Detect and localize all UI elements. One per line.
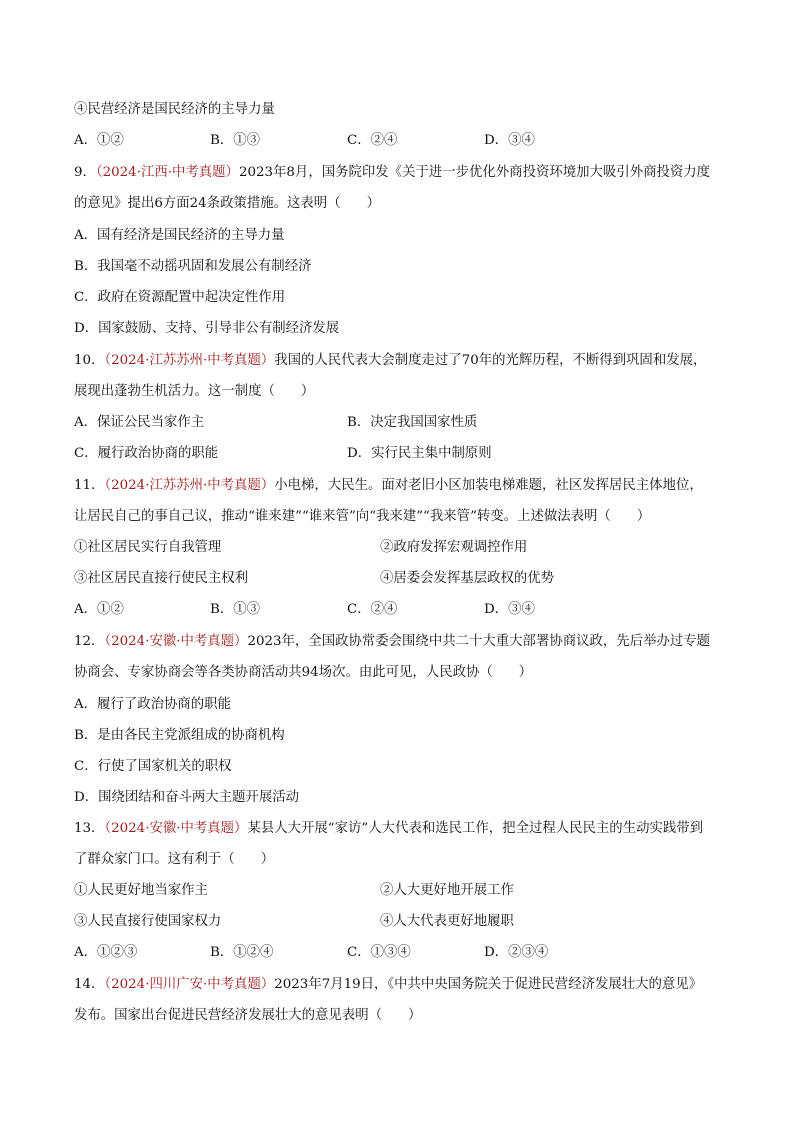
q13-statement-2: ②人大更好地开展工作: [380, 883, 514, 898]
q13-statement-4: ④人大代表更好地履职: [380, 914, 514, 929]
option-b: B．①③: [210, 133, 261, 148]
q9-option-c: C．政府在资源配置中起决定性作用: [74, 290, 286, 305]
q9-option-a: A．国有经济是国民经济的主导力量: [74, 228, 285, 243]
statement-4: ④民营经济是国民经济的主导力量: [74, 102, 275, 117]
question-source: （2024·四川广安·中考真题）: [104, 977, 275, 992]
q11-statement-1: ①社区居民实行自我管理: [74, 540, 222, 555]
question-source: （2024·江西·中考真题）: [95, 165, 239, 180]
option-c: C．②④: [347, 133, 398, 148]
q12-option-d: D．围绕团结和奋斗两大主题开展活动: [74, 790, 299, 805]
q12-option-b: B．是由各民主党派组成的协商机构: [74, 728, 285, 743]
question-source: （2024·江苏苏州·中考真题）: [104, 478, 275, 493]
question-11-stem-cont: 让居民自己的事自己议，推动“谁来建”“谁来管”向“我来建”“我来管”转变。上述做法表明（ ）: [74, 509, 651, 524]
q11-option-b: B．①③: [210, 602, 261, 617]
q10-option-b: B．决定我国国家性质: [347, 415, 478, 430]
question-number: 9．: [74, 165, 96, 180]
question-number: 10．: [74, 353, 105, 368]
q13-option-c: C．①③④: [347, 945, 411, 960]
question-source: （2024·江苏苏州·中考真题）: [104, 353, 275, 368]
question-14-stem-cont: 发布。国家出台促进民营经济发展壮大的意见表明（ ）: [74, 1008, 422, 1023]
question-number: 12．: [74, 634, 105, 649]
q13-option-a: A．①②③: [74, 945, 138, 960]
q11-option-a: A．①②: [74, 602, 124, 617]
q9-option-b: B．我国毫不动摇巩固和发展公有制经济: [74, 259, 312, 274]
q13-option-d: D．②③④: [484, 945, 549, 960]
q11-statement-2: ②政府发挥宏观调控作用: [380, 540, 528, 555]
question-9-stem: 9．（2024·江西·中考真题）2023年8月，国务院印发《关于进一步优化外商投资环境加大吸引外商投资力度: [74, 165, 711, 180]
q13-statement-1: ①人民更好地当家作主: [74, 883, 208, 898]
q10-option-d: D．实行民主集中制原则: [347, 446, 492, 461]
q11-option-c: C．②④: [347, 602, 398, 617]
q13-statement-3: ③人民直接行使国家权力: [74, 914, 222, 929]
q12-option-a: A．履行了政治协商的职能: [74, 697, 231, 712]
question-14-stem: 14．（2024·四川广安·中考真题）2023年7月19日，《中共中央国务院关于促进民营经济发展壮大的意见》: [74, 977, 703, 992]
q11-statement-4: ④居委会发挥基层政权的优势: [380, 571, 555, 586]
q10-option-a: A．保证公民当家作主: [74, 415, 205, 430]
q11-statement-3: ③社区居民直接行使民主权利: [74, 571, 249, 586]
question-number: 13．: [74, 821, 105, 836]
option-a: A．①②: [74, 133, 124, 148]
question-9-stem-cont: 的意见》提出6方面24条政策措施。这表明（ ）: [74, 196, 380, 211]
question-11-stem: 11．（2024·江苏苏州·中考真题）小电梯，大民生。面对老旧小区加装电梯难题，社区发挥居民主体地位，: [74, 478, 703, 493]
question-13-stem: 13．（2024·安徽·中考真题）某县人大开展“家访”人大代表和选民工作，把全过程人民民主的生动实践带到: [74, 821, 704, 836]
question-source: （2024·安徽·中考真题）: [104, 634, 248, 649]
q12-option-c: C．行使了国家机关的职权: [74, 759, 232, 774]
question-10-stem: 10．（2024·江苏苏州·中考真题）我国的人民代表大会制度走过了70年的光辉历程，不断得到巩固和发展，: [74, 353, 707, 368]
question-12-stem: 12．（2024·安徽·中考真题）2023年，全国政协常委会围绕中共二十大重大部署协商议政，先后举办过专题: [74, 634, 711, 649]
question-10-stem-cont: 展现出蓬勃生机活力。这一制度（ ）: [74, 384, 315, 399]
q9-option-d: D．国家鼓励、支持、引导非公有制经济发展: [74, 321, 340, 336]
option-d: D．③④: [484, 133, 535, 148]
q13-option-b: B．①②④: [210, 945, 274, 960]
question-13-stem-cont: 了群众家门口。这有利于（ ）: [74, 852, 275, 867]
question-12-stem-cont: 协商会、专家协商会等各类协商活动共94场次。由此可见，人民政协（ ）: [74, 665, 533, 680]
question-number: 14．: [74, 977, 105, 992]
q11-option-d: D．③④: [484, 602, 535, 617]
q10-option-c: C．履行政治协商的职能: [74, 446, 219, 461]
question-source: （2024·安徽·中考真题）: [104, 821, 248, 836]
question-number: 11．: [74, 478, 105, 493]
